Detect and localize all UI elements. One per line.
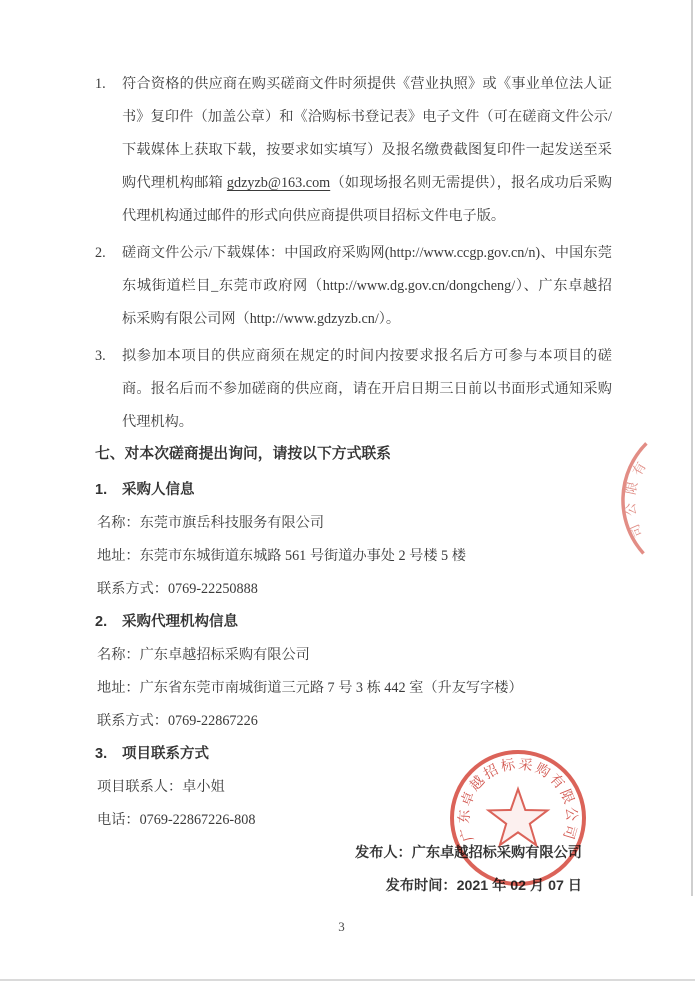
agency-phone: 联系方式：0769-22867226 (97, 713, 258, 729)
section-title: 对本次磋商提出询问，请按以下方式联系 (124, 446, 391, 462)
item-number: 1. (95, 76, 106, 92)
item-text-before-email: 符合资格的供应商在购买磋商文件时须提供《营业执照》或《事业单位法人证书》复印件（加盖公章）和《洽购标书登记表》电子文件（可在磋商文件公示/下载媒体上获取下载，按要求如实填写）及报名缴费截图复印件一起发送至采购代理机构邮箱 (122, 76, 612, 191)
item-text: 拟参加本项目的供应商须在规定的时间内按要求报名后方可参与本项目的磋商。报名后而不参加磋商的供应商，请在开启日期三日前以书面形式通知采购代理机构。 (122, 348, 612, 430)
heading-number: 1. (95, 482, 108, 498)
purchaser-phone: 联系方式：0769-22250888 (97, 581, 258, 597)
section-number: 七、 (95, 446, 125, 462)
agency-address: 地址：广东省东莞市南城街道三元路 7 号 3 栋 442 室（升友写字楼） (97, 680, 523, 696)
heading-label: 采购人信息 (122, 482, 195, 498)
scan-edge-right (691, 0, 693, 896)
email-text: gdzyzb@163.com (226, 175, 331, 191)
partial-seal-char: 司 (626, 521, 646, 540)
company-seal-stamp (443, 743, 593, 893)
heading-label: 采购代理机构信息 (122, 614, 238, 630)
item-text (122, 68, 612, 233)
heading-label: 项目联系方式 (122, 746, 209, 762)
notice-item-3 (95, 340, 612, 439)
item-number: 3. (95, 348, 106, 364)
publisher-name: 发布人：广东卓越招标采购有限公司 (354, 845, 582, 861)
section-seven-heading (95, 439, 612, 469)
seal-arched-text: 广东卓越招标采购有限公司 (457, 757, 579, 843)
partial-seal-char: 有 (629, 459, 649, 479)
scan-edge-bottom (0, 979, 695, 981)
publish-date: 发布时间：2021 年 02 月 07 日 (385, 878, 582, 894)
agency-name: 名称：广东卓越招标采购有限公司 (97, 647, 310, 663)
seal-star-icon (489, 789, 548, 845)
project-contact-phone: 电话：0769-22867226-808 (97, 812, 256, 828)
project-contact-person: 项目联系人：卓小姐 (97, 779, 225, 795)
partial-seal-stamp (600, 410, 695, 590)
purchaser-heading (95, 474, 612, 507)
agency-heading (95, 606, 612, 639)
purchaser-address: 地址：东莞市东城街道东城路 561 号街道办事处 2 号楼 5 楼 (97, 548, 466, 564)
item-number: 2. (95, 245, 106, 261)
item-text: 磋商文件公示/下载媒体：中国政府采购网(http://www.ccgp.gov.cn/n)、中国东莞东城街道栏目_东莞市政府网（http://www.dg.gov.cn/dongcheng/）、广东卓越招标采购有限公司网（http://www.gdzyzb.cn/）。 (122, 245, 612, 327)
partial-seal-char: 限 (622, 480, 641, 496)
purchaser-name: 名称：东莞市旗岳科技服务有限公司 (97, 515, 325, 531)
heading-number: 2. (95, 614, 108, 630)
notice-item-1 (95, 68, 612, 233)
partial-seal-char: 公 (622, 502, 639, 517)
item-text-after-email: （如现场报名则无需提供），报名成功后采购代理机构通过邮件的形式向供应商提供项目招标文件电子版。 (122, 175, 612, 224)
heading-number: 3. (95, 746, 108, 762)
notice-item-2 (95, 237, 612, 336)
page-number: 3 (338, 919, 345, 934)
